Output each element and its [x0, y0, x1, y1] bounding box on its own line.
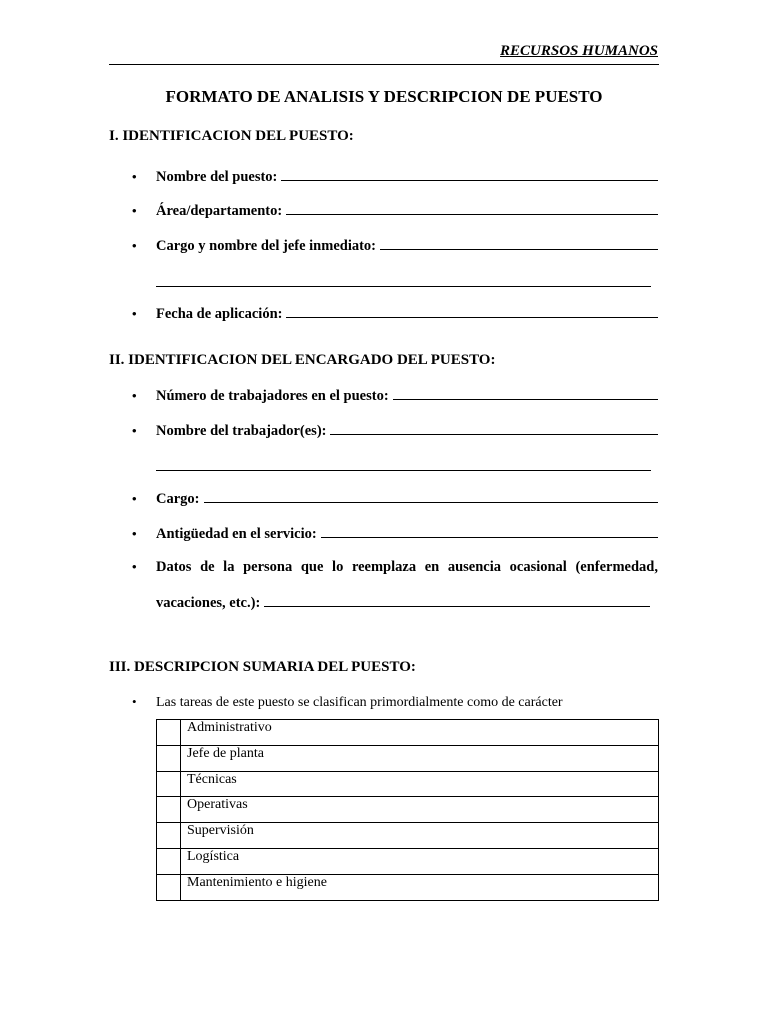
- field-label: Área/departamento:: [156, 203, 283, 219]
- field-persona-reemplazo: [132, 559, 658, 576]
- field-label: Antigüedad en el servicio:: [156, 526, 317, 542]
- checkbox-cell[interactable]: [157, 720, 181, 746]
- field-fecha-de-aplicacion[interactable]: [132, 305, 658, 323]
- bullet: •: [132, 203, 137, 218]
- field-label: Datos de la persona que lo reemplaza en ausencia ocasional (enfermedad,: [156, 559, 658, 575]
- field-nombre-del-puesto[interactable]: [132, 168, 658, 186]
- bullet: •: [132, 694, 137, 709]
- blank-line[interactable]: [321, 525, 658, 538]
- blank-line[interactable]: [281, 168, 658, 181]
- blank-line[interactable]: [264, 594, 650, 607]
- section-3-heading: III. DESCRIPCION SUMARIA DEL PUESTO:: [109, 659, 416, 675]
- table-row: [157, 874, 659, 900]
- bullet: •: [132, 306, 137, 321]
- option-label: Supervisión: [181, 823, 659, 849]
- blank-line[interactable]: [204, 490, 659, 503]
- bullet: •: [132, 238, 137, 253]
- checkbox-cell[interactable]: [157, 771, 181, 797]
- field-label: Número de trabajadores en el puesto:: [156, 388, 389, 404]
- table-row: [157, 720, 659, 746]
- section-2-heading: II. IDENTIFICACION DEL ENCARGADO DEL PUESTO:: [109, 352, 496, 368]
- blank-line[interactable]: [286, 202, 658, 215]
- field-nombre-del-trabajador[interactable]: [132, 422, 658, 440]
- option-label: Mantenimiento e higiene: [181, 874, 659, 900]
- blank-line[interactable]: [330, 422, 658, 435]
- section-1-heading: I. IDENTIFICACION DEL PUESTO:: [109, 128, 354, 144]
- option-label: Logística: [181, 848, 659, 874]
- blank-continuation-line[interactable]: [156, 470, 651, 471]
- table-row: [157, 771, 659, 797]
- option-label: Jefe de planta: [181, 745, 659, 771]
- checkbox-cell[interactable]: [157, 797, 181, 823]
- field-antiguedad[interactable]: [132, 525, 658, 543]
- field-label: Fecha de aplicación:: [156, 306, 283, 322]
- task-type-table: [156, 719, 659, 901]
- bullet: •: [132, 526, 137, 541]
- bullet: •: [132, 423, 137, 438]
- table-row: [157, 848, 659, 874]
- table-row: [157, 823, 659, 849]
- option-label: Operativas: [181, 797, 659, 823]
- bullet: •: [132, 491, 137, 506]
- field-label: Nombre del puesto:: [156, 169, 278, 185]
- blank-line[interactable]: [286, 305, 658, 318]
- bullet: •: [132, 388, 137, 403]
- blank-line[interactable]: [393, 387, 658, 400]
- blank-continuation-line[interactable]: [156, 286, 651, 287]
- table-row: [157, 797, 659, 823]
- option-label: Administrativo: [181, 720, 659, 746]
- checkbox-cell[interactable]: [157, 823, 181, 849]
- header-rule: [109, 64, 659, 65]
- blank-line[interactable]: [380, 237, 658, 250]
- bullet: •: [132, 169, 137, 184]
- tasks-intro-text: Las tareas de este puesto se clasifican primordialmente como de carácter: [156, 695, 563, 710]
- field-label: Cargo:: [156, 491, 200, 507]
- tasks-intro: [132, 694, 658, 711]
- checkbox-cell[interactable]: [157, 745, 181, 771]
- field-numero-de-trabajadores[interactable]: [132, 387, 658, 405]
- option-label: Técnicas: [181, 771, 659, 797]
- checkbox-cell[interactable]: [157, 874, 181, 900]
- field-cargo[interactable]: [132, 490, 658, 508]
- field-persona-reemplazo-continued[interactable]: [156, 594, 650, 612]
- field-area-departamento[interactable]: [132, 202, 658, 220]
- document-title: FORMATO DE ANALISIS Y DESCRIPCION DE PUESTO: [165, 87, 603, 106]
- field-label: Cargo y nombre del jefe inmediato:: [156, 238, 377, 254]
- checkbox-cell[interactable]: [157, 848, 181, 874]
- table-row: [157, 745, 659, 771]
- bullet: •: [132, 559, 137, 574]
- field-cargo-jefe-inmediato[interactable]: [132, 237, 658, 255]
- field-label: vacaciones, etc.):: [156, 595, 261, 611]
- header-title: RECURSOS HUMANOS: [500, 43, 658, 59]
- field-label: Nombre del trabajador(es):: [156, 423, 327, 439]
